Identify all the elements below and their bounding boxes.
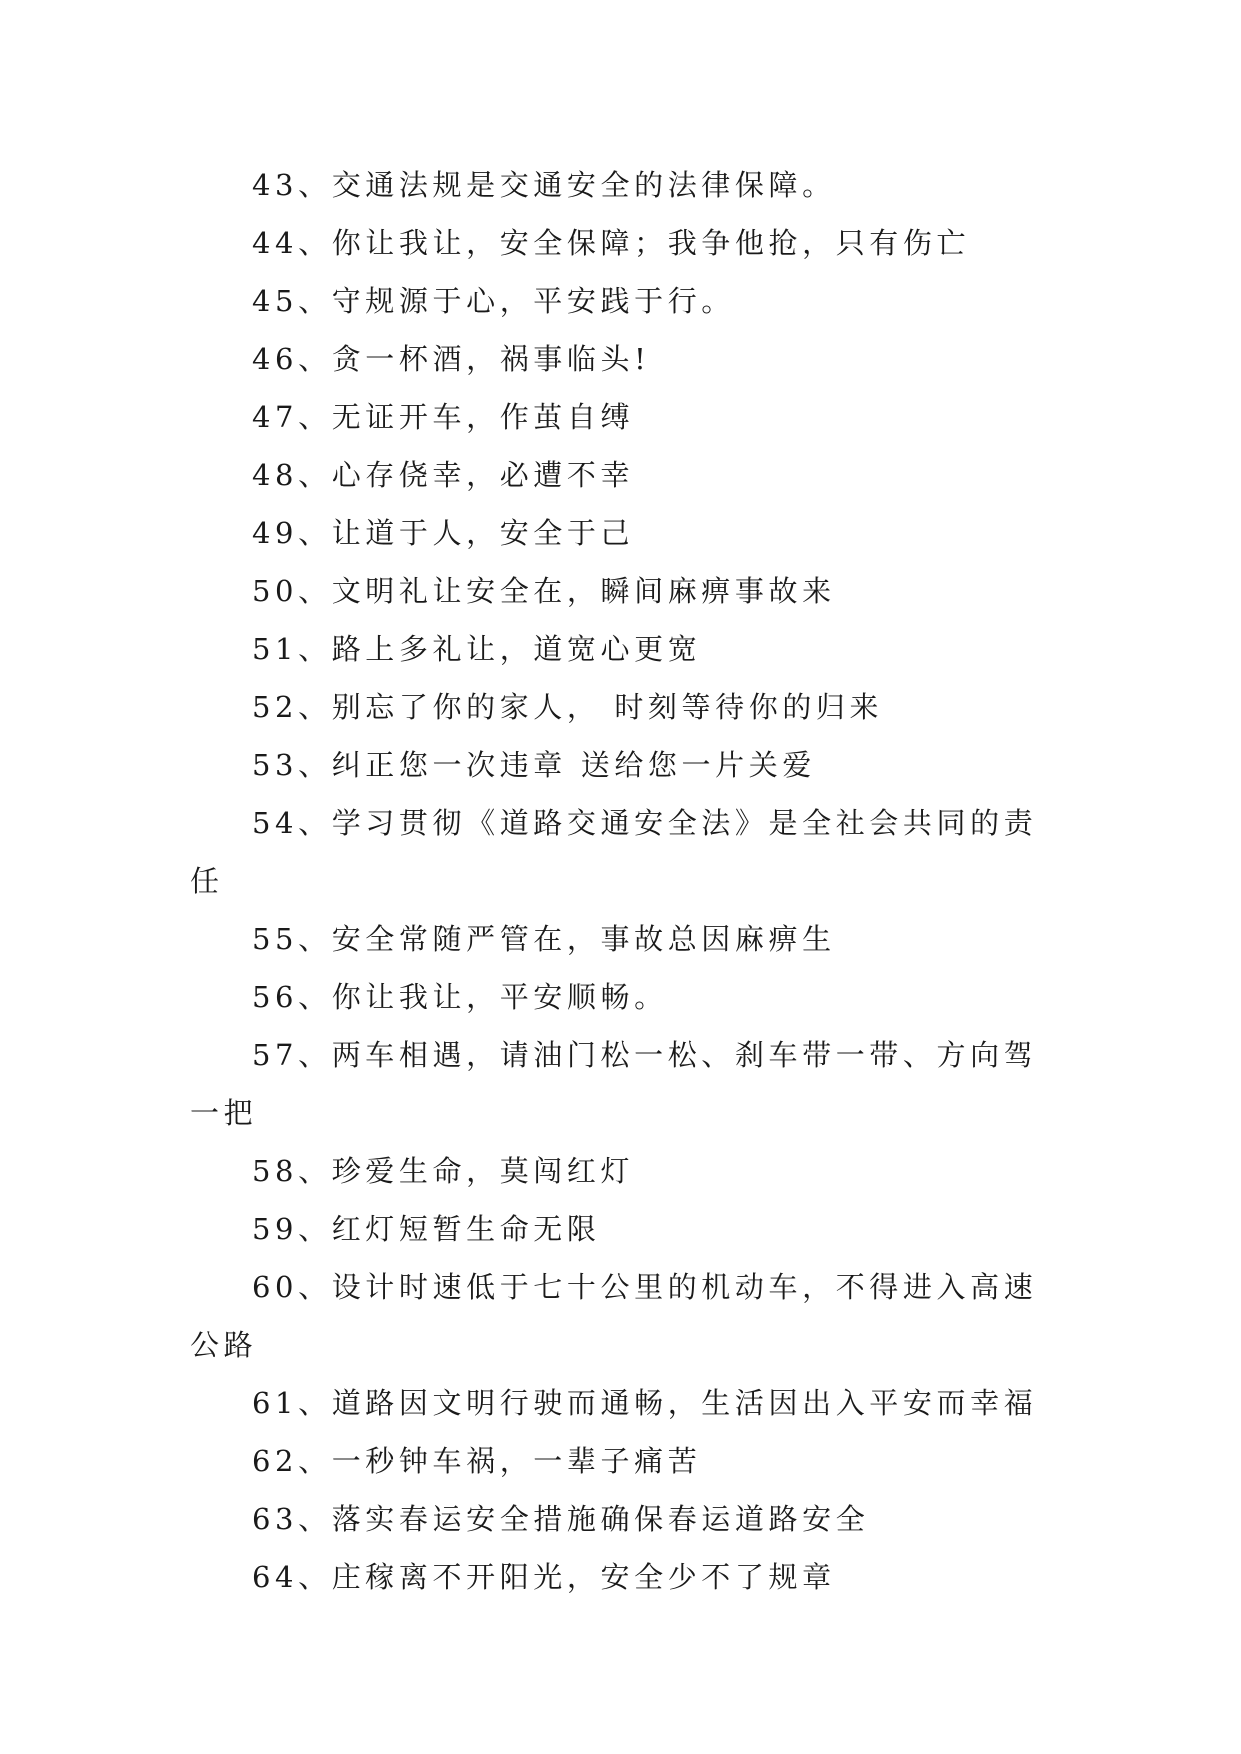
slogan-paragraph-46: 46、贪一杯酒，祸事临头!: [252, 342, 651, 376]
slogan-paragraph-50: 50、文明礼让安全在，瞬间麻痹事故来: [252, 574, 836, 608]
slogan-paragraph-56: 56、你让我让，平安顺畅。: [252, 980, 668, 1014]
slogan-paragraph-60: 60、设计时速低于七十公里的机动车，不得进入高速公路: [190, 1270, 1038, 1362]
slogan-paragraph-49: 49、让道于人，安全于己: [252, 516, 635, 550]
document-body: [190, 156, 1050, 1606]
slogan-paragraph-53: 53、纠正您一次违章 送给您一片关爱: [252, 748, 816, 782]
slogan-paragraph-51: 51、路上多礼让，道宽心更宽: [252, 632, 702, 666]
slogan-paragraph-62: 62、一秒钟车祸，一辈子痛苦: [252, 1444, 702, 1478]
slogan-paragraph-43: 43、交通法规是交通安全的法律保障。: [252, 168, 836, 202]
slogan-paragraph-48: 48、心存侥幸，必遭不幸: [252, 458, 635, 492]
slogan-paragraph-44: 44、你让我让，安全保障；我争他抢，只有伤亡: [252, 226, 971, 260]
slogan-paragraph-54: 54、学习贯彻《道路交通安全法》是全社会共同的责任: [190, 806, 1038, 898]
slogan-paragraph-52: 52、别忘了你的家人， 时刻等待你的归来: [252, 690, 884, 724]
slogan-paragraph-55: 55、安全常随严管在，事故总因麻痹生: [252, 922, 836, 956]
slogan-paragraph-58: 58、珍爱生命，莫闯红灯: [252, 1154, 635, 1188]
slogan-paragraph-59: 59、红灯短暂生命无限: [252, 1212, 601, 1246]
slogan-paragraph-57: 57、两车相遇，请油门松一松、刹车带一带、方向驾一把: [190, 1038, 1038, 1130]
slogan-paragraph-47: 47、无证开车，作茧自缚: [252, 400, 635, 434]
slogan-paragraph-64: 64、庄稼离不开阳光，安全少不了规章: [252, 1560, 836, 1594]
slogan-paragraph-63: 63、落实春运安全措施确保春运道路安全: [252, 1502, 870, 1536]
slogan-paragraph-45: 45、守规源于心，平安践于行。: [252, 284, 735, 318]
slogan-paragraph-61: 61、道路因文明行驶而通畅，生活因出入平安而幸福: [252, 1386, 1038, 1420]
